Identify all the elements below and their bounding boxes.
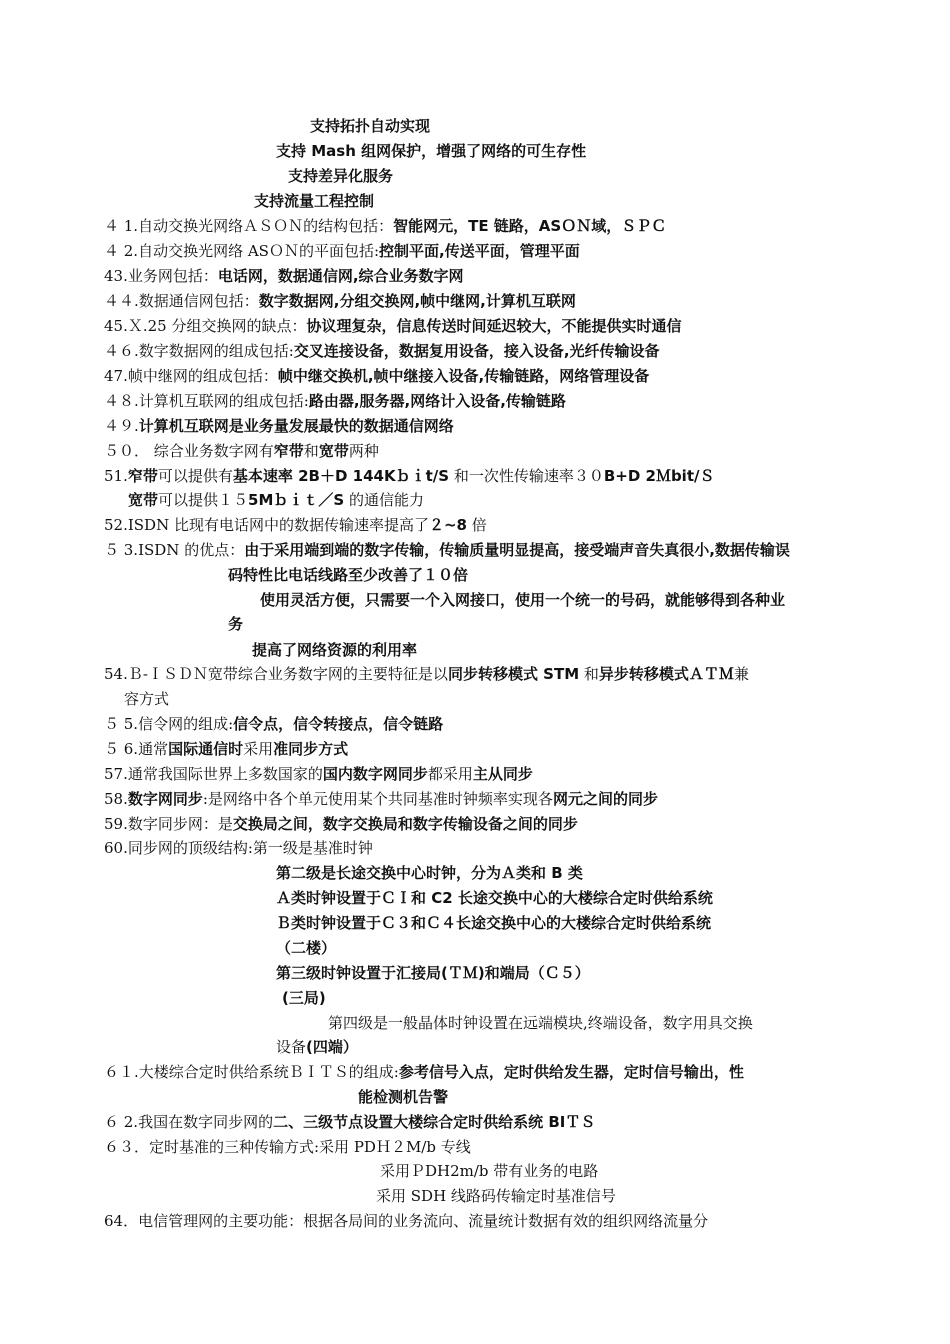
- text-line: [104, 266, 464, 286]
- bold-text: 路由器,服务器,网络计入设备,传输链路: [308, 392, 566, 410]
- text-line: [104, 664, 749, 684]
- text-line: [104, 789, 658, 809]
- text: ５０． 综合业务数字网有: [104, 442, 274, 460]
- text: 51.: [104, 467, 128, 485]
- bold-text: （二楼）: [276, 939, 337, 957]
- bold-text: 电话网，数据通信网,综合业务数字网: [217, 267, 464, 285]
- bold-text: 宽带: [128, 491, 159, 509]
- text: 52.ISDN 比现有电话网中的数据传输速率提高了: [104, 516, 429, 534]
- text-line: [104, 316, 682, 336]
- bold-text: 交换局之间，数字交换局和数字传输设备之间的同步: [232, 815, 578, 833]
- bold-text: 支持流量工程控制: [254, 192, 375, 210]
- bold-text: 交叉连接设备，数据复用设备，接入设备,光纤传输设备: [293, 342, 660, 360]
- text-line: [276, 963, 590, 983]
- bold-text: (三局): [282, 989, 326, 1007]
- bold-text: 支持差异化服务: [288, 167, 394, 185]
- text: ４６.数字数据网的组成包括:: [104, 342, 294, 360]
- text-line: [276, 888, 713, 908]
- text-line: [380, 1161, 598, 1181]
- bold-text: 国际通信时: [168, 740, 244, 758]
- text-line: [254, 191, 374, 211]
- text-line: [288, 166, 393, 186]
- text-line: [128, 490, 424, 510]
- text: 和一次性传输速率３０: [449, 467, 604, 485]
- text-line: [260, 590, 785, 610]
- text-line: [282, 988, 326, 1008]
- bold-text: 基本速率 2B＋D 144Kｂｉt/S: [232, 467, 450, 485]
- text: 采用 SDH 线路码传输定时基准信号: [376, 1187, 616, 1205]
- bold-text: 数字数据网,分组交换网,帧中继网,计算机互联网: [258, 292, 576, 310]
- text: ５ 6.通常: [104, 740, 169, 758]
- text-line: [104, 764, 533, 784]
- bold-text: 国内数字网同步: [322, 765, 428, 783]
- text: 和: [303, 442, 319, 460]
- bold-text: 网元之间的同步: [552, 790, 658, 808]
- text: 43.业务网包括：: [104, 267, 218, 285]
- text-line: [104, 291, 576, 311]
- text: 都采用: [427, 765, 473, 783]
- text-line: [228, 614, 243, 634]
- bold-text: 第二级是长途交换中心时钟，分为Ａ类和 B 类: [276, 864, 583, 882]
- bold-text: 准同步方式: [273, 740, 349, 758]
- text: 59.数字同步网：是: [104, 815, 233, 833]
- text: 58.: [104, 790, 128, 808]
- text-line: [104, 1062, 744, 1082]
- bold-text: 信令点，信令转接点，信令链路: [233, 715, 444, 733]
- bold-text: 由于采用端到端的数字传输，传输质量明显提高，接受端声音失真很小,数据传输误: [244, 541, 790, 559]
- text: ４９.: [104, 417, 139, 435]
- text-line: [276, 913, 711, 933]
- text-line: [310, 116, 430, 136]
- text-line: [104, 366, 649, 386]
- text: 兼: [733, 665, 749, 683]
- bold-text: 支持 Mash 组网保护，增强了网络的可生存性: [276, 142, 587, 160]
- text: 容方式: [124, 690, 170, 708]
- text-line: [104, 1211, 708, 1231]
- bold-text: 控制平面,传送平面，管理平面: [379, 242, 580, 260]
- bold-text: 第三级时钟设置于汇接局(ＴＭ)和端局（Ｃ５）: [276, 964, 590, 982]
- text: ４ 1.自动交换光网络ＡＳＯＮ的结构包括：: [104, 217, 394, 235]
- text: 和: [579, 665, 599, 683]
- text: ６ 2.我国在数字同步网的: [104, 1113, 274, 1131]
- text-line: [104, 714, 443, 734]
- text: ４ 2.自动交换光网络 ASＯＮ的平面包括:: [104, 242, 380, 260]
- bold-text: 窄带: [273, 442, 304, 460]
- bold-text: 窄带: [127, 467, 158, 485]
- text: ５ 5.信令网的组成:: [104, 715, 234, 733]
- bold-text: 宽带: [318, 442, 349, 460]
- bold-text: 能检测机告警: [358, 1088, 449, 1106]
- bold-text: ２~8: [428, 516, 467, 534]
- bold-text: 5Mｂｉｔ／S: [248, 491, 345, 509]
- text-line: [104, 241, 580, 261]
- text: 54.Ｂ-ＩＳＤＮ宽带综合业务数字网的主要特征是以: [104, 665, 448, 683]
- bold-text: (四端）: [306, 1038, 358, 1056]
- text: ６３．定时基准的三种传输方式:采用 PDＨ２M/b 专线: [104, 1138, 471, 1156]
- bold-text: Ａ类时钟设置于ＣＩ和 C2 长途交换中心的大楼综合定时供给系统: [276, 889, 713, 907]
- text-line: [104, 391, 566, 411]
- text-line: [104, 739, 348, 759]
- text: 采用: [243, 740, 274, 758]
- text-line: [358, 1087, 448, 1107]
- text-line: [104, 341, 660, 361]
- text-line: [276, 141, 586, 161]
- bold-text: 码特性比电话线路至少改善了１０倍: [228, 566, 469, 584]
- text: ４４.数据通信网包括：: [104, 292, 259, 310]
- text: 倍: [467, 516, 487, 534]
- bold-text: 同步转移模式 STM: [447, 665, 580, 683]
- text-line: [104, 216, 666, 236]
- text: ４８.计算机互联网的组成包括:: [104, 392, 309, 410]
- text-line: [328, 1013, 753, 1033]
- text: :是网络中各个单元使用某个共同基准时钟频率实现各: [202, 790, 553, 808]
- text: 64．电信管理网的主要功能：根据各局间的业务流向、流量统计数据有效的组织网络流量分: [104, 1212, 709, 1230]
- bold-text: 提高了网络资源的利用率: [252, 641, 418, 659]
- text-line: [228, 565, 468, 585]
- bold-text: 异步转移模式ＡＴＭ: [598, 665, 734, 683]
- text: ５ 3.ISDN 的优点：: [104, 541, 245, 559]
- text: 采用ＰDH2m/b 带有业务的电路: [380, 1162, 599, 1180]
- bold-text: 使用灵活方便，只需要一个入网接口，使用一个统一的号码，就能够得到各种业: [260, 591, 786, 609]
- text: 两种: [348, 442, 379, 460]
- bold-text: 数字网同步: [127, 790, 203, 808]
- text: 47.帧中继网的组成包括：: [104, 367, 278, 385]
- text-line: [124, 689, 169, 709]
- text-line: [104, 416, 454, 436]
- bold-text: 主从同步: [472, 765, 533, 783]
- text-line: [104, 540, 790, 560]
- bold-text: 协议理复杂，信息传送时间延迟较大，不能提供实时通信: [306, 317, 682, 335]
- bold-text: 智能网元，TE 链路，ASＯＮ域，ＳＰＣ: [393, 217, 667, 235]
- bold-text: 支持拓扑自动实现: [310, 117, 431, 135]
- text-line: [104, 466, 714, 486]
- text-line: [276, 863, 583, 883]
- text-line: [104, 838, 373, 858]
- text-line: [252, 640, 417, 660]
- bold-text: 参考信号入点，定时供给发生器，定时信号输出，性: [398, 1063, 744, 1081]
- text-line: [104, 441, 379, 461]
- text-line: [104, 814, 578, 834]
- bold-text: 计算机互联网是业务量发展最快的数据通信网络: [138, 417, 454, 435]
- text: 第四级是一般晶体时钟设置在远端模块,终端设备，数字用具交换: [328, 1014, 753, 1032]
- text: 60.同步网的顶级结构:第一级是基准时钟: [104, 839, 373, 857]
- text: 可以提供１５: [158, 491, 249, 509]
- bold-text: 务: [228, 615, 244, 633]
- text: 设备: [276, 1038, 307, 1056]
- text: 45.Ｘ.25 分组交换网的缺点：: [104, 317, 307, 335]
- text-line: [276, 1037, 358, 1057]
- text-line: [104, 1137, 471, 1157]
- bold-text: Ｂ类时钟设置于Ｃ３和Ｃ４长途交换中心的大楼综合定时供给系统: [276, 914, 712, 932]
- text-line: [104, 515, 487, 535]
- text: ６１.大楼综合定时供给系统ＢＩＴＳ的组成:: [104, 1063, 399, 1081]
- text-line: [376, 1186, 616, 1206]
- text: 可以提供有: [157, 467, 233, 485]
- text: 57.通常我国际世界上多数国家的: [104, 765, 323, 783]
- text-line: [104, 1112, 595, 1132]
- bold-text: B+D 2Ｍbit/Ｓ: [603, 467, 715, 485]
- bold-text: 二、三级节点设置大楼综合定时供给系统 BIＴＳ: [273, 1113, 596, 1131]
- text: 的通信能力: [344, 491, 424, 509]
- text-line: [276, 938, 336, 958]
- bold-text: 帧中继交换机,帧中继接入设备,传输链路，网络管理设备: [277, 367, 650, 385]
